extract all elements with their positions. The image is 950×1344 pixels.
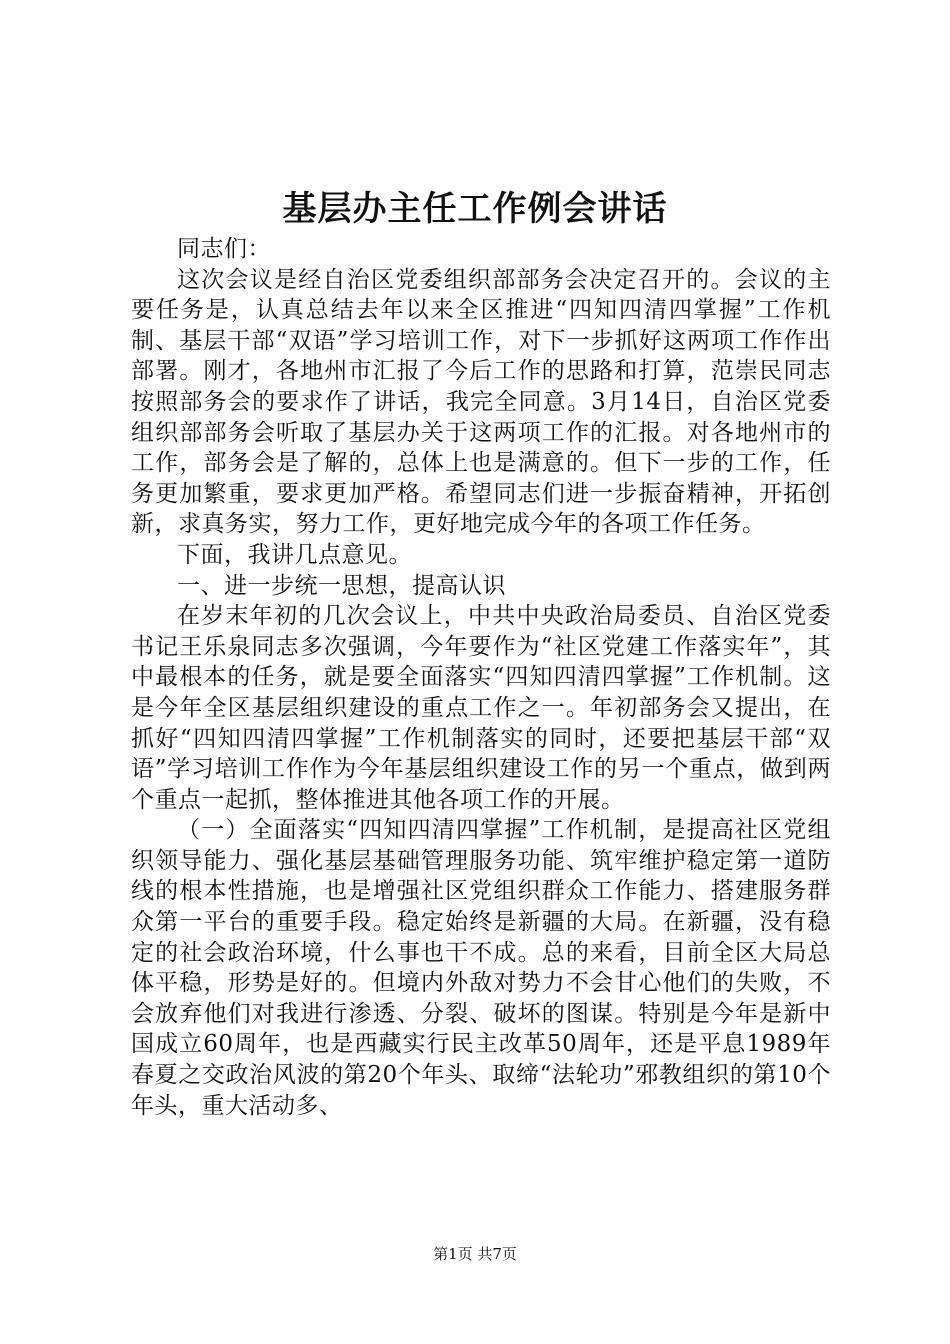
- page-footer: 第1页 共7页: [433, 1245, 517, 1263]
- document-body: [131, 234, 831, 1121]
- paragraph-subsection-1: （一）全面落实“四知四清四掌握”工作机制，是提高社区党组织领导能力、强化基层基础管理服务功能、筑牢维护稳定第一道防线的根本性措施，也是增强社区党组织群众工作能力、搭建服务群众第一平台的重要手段。稳定始终是新疆的大局。在新疆，没有稳定的社会政治环境，什么事也干不成。总的来看，目前全区大局总体平稳，形势是好的。但境内外敌对势力不会甘心他们的失败，不会放弃他们对我进行渗透、分裂、破坏的图谋。特别是今年是新中国成立60周年，也是西藏实行民主改革50周年，还是平息1989年春夏之交政治风波的第20个年头、取缔“法轮功”邪教组织的第10个年头，重大活动多、: [131, 817, 831, 1119]
- salutation: 同志们：: [177, 236, 271, 262]
- document-title: 基层办主任工作例会讲话: [282, 189, 668, 229]
- section-heading-1: 一、进一步统一思想，提高认识: [177, 572, 506, 599]
- paragraph-section-1: 在岁末年初的几次会议上，中共中央政治局委员、自治区党委书记王乐泉同志多次强调，今年要作为“社区党建工作落实年”，其中最根本的任务，就是要全面落实“四知四清四掌握”工作机制。这是今年全区基层组织建设的重点工作之一。年初部务会又提出，在抓好“四知四清四掌握”工作机制落实的同时，还要把基层干部“双语”学习培训工作作为今年基层组织建设工作的另一个重点，做到两个重点一起抓，整体推进其他各项工作的开展。: [131, 603, 831, 813]
- paragraph-opinions: 下面，我讲几点意见。: [177, 541, 412, 568]
- paragraph-intro: 这次会议是经自治区党委组织部部务会决定召开的。会议的主要任务是，认真总结去年以来全区推进“四知四清四掌握”工作机制、基层干部“双语”学习培训工作，对下一步抓好这两项工作作出部署。刚才，各地州市汇报了今后工作的思路和打算，范崇民同志按照部务会的要求作了讲话，我完全同意。3月14日，自治区党委组织部部务会听取了基层办关于这两项工作的汇报。对各地州市的工作，部务会是了解的，总体上也是满意的。但下一步的工作，任务更加繁重，要求更加严格。希望同志们进一步振奋精神，开拓创新，求真务实，努力工作，更好地完成今年的各项工作任务。: [131, 266, 831, 538]
